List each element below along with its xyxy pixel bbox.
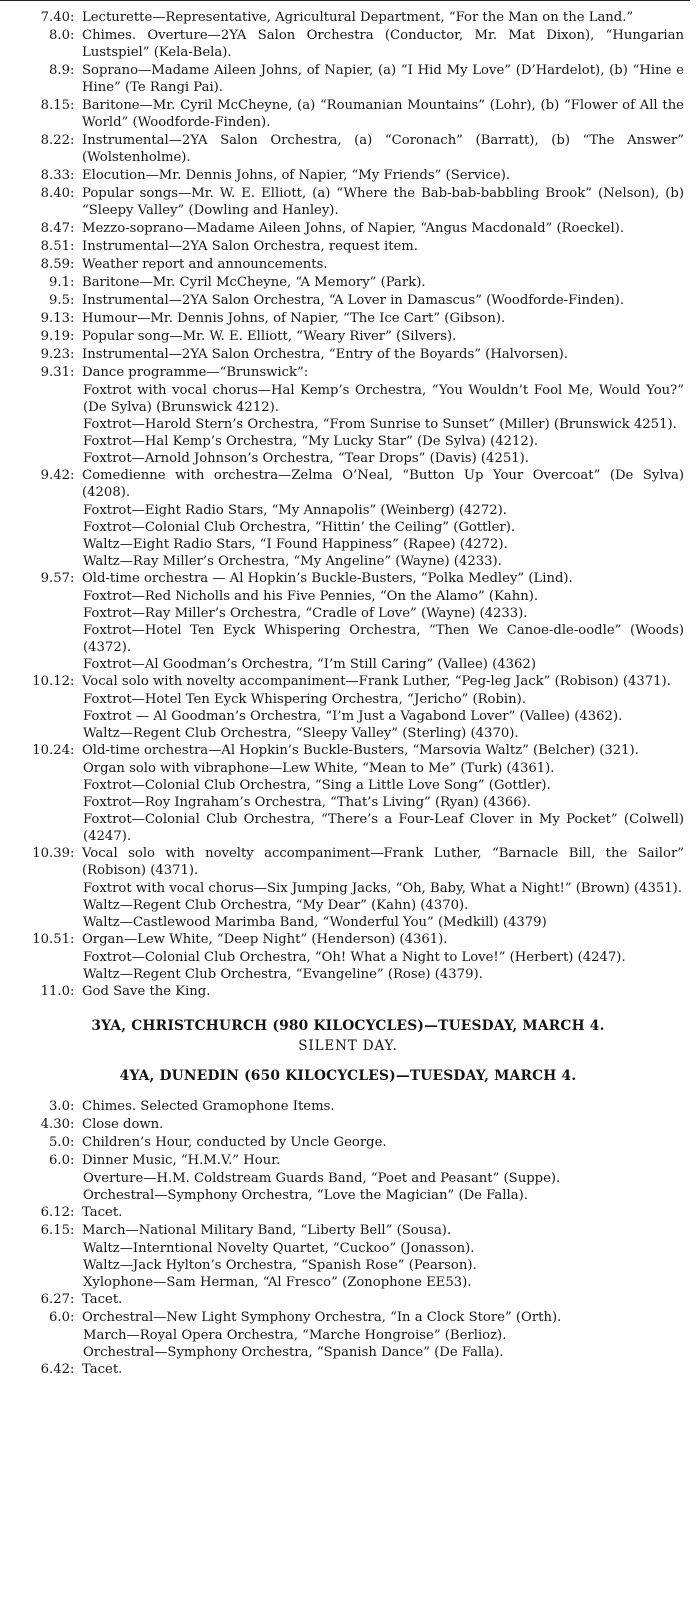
time-separator: : [70,1099,75,1114]
entry-time: 6.15 [40,1223,70,1238]
programme-subentry: Overture—H.M. Coldstream Guards Band, “Poet and Peasant” (Suppe). [83,1171,561,1186]
entry-text: Orchestral—New Light Symphony Orchestra, “In a Clock Store” (Orth). [82,1310,562,1325]
entry-text: Instrumental—2YA Salon Orchestra, (a) “Coronach” (Barratt), (b) “The Answer” (Wolstenholme). [82,133,684,165]
4ya-programme-list [8,1098,688,1378]
time-separator: : [70,365,75,380]
time-separator: : [70,984,75,999]
entry-time: 6.42 [40,1362,70,1377]
programme-subentry: Foxtrot—Harold Stern’s Orchestra, “From Sunrise to Sunset” (Miller) (Brunswick 4251). [83,417,677,432]
programme-subentry: Foxtrot—Al Goodman’s Orchestra, “I’m Still Caring” (Vallee) (4362) [83,657,536,672]
programme-subentry: Foxtrot—Hotel Ten Eyck Whispering Orchestra, “Then We Canoe-dle-oodle” (Woods) (4372). [83,623,684,655]
time-separator: : [70,1310,75,1325]
entry-time: 9.31 [40,365,70,380]
entry-time: 8.47 [40,221,70,236]
entry-time: 9.1 [49,275,70,290]
programme-subentry: Waltz—Castlewood Marimba Band, “Wonderful You” (Medkill) (4379) [83,915,547,930]
programme-entry [8,364,688,381]
programme-entry [8,346,688,363]
programme-entry [8,1152,688,1169]
programme-entry [8,310,688,327]
programme-entry [8,1134,688,1151]
4ya-heading: 4YA, DUNEDIN (650 KILOCYCLES)—TUESDAY, MARCH 4. [119,1068,577,1084]
entry-time: 9.19 [40,329,70,344]
entry-text: Instrumental—2YA Salon Orchestra, request item. [82,239,419,254]
entry-text: Popular songs—Mr. W. E. Elliott, (a) “Where the Bab-bab-babbling Brook” (Nelson), (b) “Sleepy Valley” (Dowling and Hanley). [82,186,684,218]
time-separator: : [70,1362,75,1377]
entry-text: Soprano—Madame Aileen Johns, of Napier, (a) “I Hid My Love” (D’Hardelot), (b) “Hine e Hine” (Te Rangi Pai). [82,63,684,95]
entry-time: 8.40 [40,186,70,201]
time-separator: : [70,347,75,362]
entry-text: Tacet. [82,1205,123,1220]
time-separator: : [70,329,75,344]
entry-text: Baritone—Mr. Cyril McCheyne, “A Memory” (Park). [82,275,426,290]
programme-subentry: Waltz—Jack Hylton’s Orchestra, “Spanish Rose” (Pearson). [83,1258,477,1273]
time-separator: : [70,275,75,290]
entry-time: 9.5 [49,293,70,308]
time-separator: : [70,10,75,25]
top-rule [0,0,690,2]
entry-text: Instrumental—2YA Salon Orchestra, “A Lover in Damascus” (Woodforde-Finden). [82,293,625,308]
programme-subentry: Foxtrot—Red Nicholls and his Five Pennies, “On the Alamo” (Kahn). [83,589,539,604]
entry-text: Humour—Mr. Dennis Johns, of Napier, “The Ice Cart” (Gibson). [82,311,506,326]
programme-subentry: Waltz—Regent Club Orchestra, “Sleepy Valley” (Sterling) (4370). [83,726,519,741]
time-separator: : [70,1223,75,1238]
entry-time: 8.15 [40,98,70,113]
programme-entry [8,931,688,948]
programme-entry [8,1222,688,1239]
entry-time: 8.9 [49,63,70,78]
entry-text: Close down. [82,1117,164,1132]
programme-subentry: Waltz—Interntional Novelty Quartet, “Cuckoo” (Jonasson). [83,1241,475,1256]
programme-subentry: Waltz—Ray Miller’s Orchestra, “My Angeline” (Wayne) (4233). [83,554,502,569]
programme-entry [8,9,688,26]
time-separator: : [70,932,75,947]
entry-text: Chimes. Overture—2YA Salon Orchestra (Conductor, Mr. Mat Dixon), “Hungarian Lustspiel” (Kela-Bela). [82,28,684,60]
entry-text: March—National Military Band, “Liberty Bell” (Sousa). [82,1223,452,1238]
programme-entry [8,167,688,184]
entry-time: 8.0 [49,28,70,43]
programme-subentry: March—Royal Opera Orchestra, “Marche Hongroise” (Berlioz). [83,1328,507,1343]
programme-entry [8,256,688,273]
time-separator: : [70,743,75,758]
time-separator: : [70,186,75,201]
programme-subentry: Foxtrot—Colonial Club Orchestra, “Sing a Little Love Song” (Gottler). [83,778,551,793]
entry-text: Vocal solo with novelty accompaniment—Frank Luther, “Peg-leg Jack” (Robison) (4371). [82,674,671,689]
time-separator: : [70,28,75,43]
programme-subentry: Foxtrot—Colonial Club Orchestra, “There’s a Four-Leaf Clover in My Pocket” (Colwell) (4247). [83,812,684,844]
time-separator: : [70,98,75,113]
entry-text: Vocal solo with novelty accompaniment—Frank Luther, “Barnacle Bill, the Sailor” (Robison) (4371). [82,846,684,878]
entry-text: Instrumental—2YA Salon Orchestra, “Entry of the Boyards” (Halvorsen). [82,347,568,362]
programme-subentry: Foxtrot—Colonial Club Orchestra, “Oh! What a Night to Love!” (Herbert) (4247). [83,950,626,965]
programme-entry [8,132,688,166]
entry-time: 9.23 [40,347,70,362]
entry-text: Dance programme—“Brunswick”: [82,365,309,380]
programme-entry [8,27,688,61]
entry-time: 6.0 [49,1310,70,1325]
programme-subentry: Foxtrot—Arnold Johnson’s Orchestra, “Tear Drops” (Davis) (4251). [83,451,529,466]
programme-subentry: Foxtrot—Colonial Club Orchestra, “Hittin’ the Ceiling” (Gottler). [83,520,516,535]
programme-subentry: Waltz—Regent Club Orchestra, “Evangeline” (Rose) (4379). [83,967,483,982]
programme-subentry: Foxtrot — Al Goodman’s Orchestra, “I’m Just a Vagabond Lover” (Vallee) (4362). [83,709,623,724]
entry-time: 3.0 [49,1099,70,1114]
entry-time: 9.57 [40,571,70,586]
entry-text: Tacet. [82,1362,123,1377]
programme-entry [8,1116,688,1133]
entry-time: 6.27 [40,1292,70,1307]
entry-time: 6.12 [40,1205,70,1220]
programme-subentry: Organ solo with vibraphone—Lew White, “Mean to Me” (Turk) (4361). [83,761,555,776]
entry-time: 11.0 [40,984,70,999]
entry-time: 10.24 [32,743,70,758]
programme-subentry: Foxtrot—Ray Miller’s Orchestra, “Cradle of Love” (Wayne) (4233). [83,606,528,621]
entry-text: Lecturette—Representative, Agricultural Department, “For the Man on the Land.” [82,10,634,25]
entry-time: 8.59 [40,257,70,272]
programme-entry [8,467,688,501]
programme-entry [8,845,688,879]
entry-time: 8.51 [40,239,70,254]
entry-text: Old-time orchestra — Al Hopkin’s Buckle-Busters, “Polka Medley” (Lind). [82,571,573,586]
programme-entry [8,238,688,255]
entry-text: Children’s Hour, conducted by Uncle George. [82,1135,387,1150]
entry-time: 8.22 [40,133,70,148]
entry-text: God Save the King. [82,984,211,999]
entry-text: Old-time orchestra—Al Hopkin’s Buckle-Busters, “Marsovia Waltz” (Belcher) (321). [82,743,639,758]
programme-entry [8,274,688,291]
entry-time: 9.42 [40,468,70,483]
entry-text: Popular song—Mr. W. E. Elliott, “Weary River” (Silvers). [82,329,457,344]
programme-subentry: Orchestral—Symphony Orchestra, “Spanish Dance” (De Falla). [83,1345,504,1360]
entry-time: 4.30 [40,1117,70,1132]
programme-page [8,9,688,1379]
entry-time: 6.0 [49,1153,70,1168]
time-separator: : [70,293,75,308]
entry-time: 8.33 [40,168,70,183]
time-separator: : [70,257,75,272]
time-separator: : [70,311,75,326]
time-separator: : [70,846,75,861]
programme-entry [8,292,688,309]
entry-time: 10.51 [32,932,70,947]
time-separator: : [70,239,75,254]
programme-entry [8,62,688,96]
entry-text: Elocution—Mr. Dennis Johns, of Napier, “My Friends” (Service). [82,168,511,183]
entry-text: Mezzo-soprano—Madame Aileen Johns, of Napier, “Angus Macdonald” (Roeckel). [82,221,625,236]
entry-time: 7.40 [40,10,70,25]
programme-entry [8,742,688,759]
programme-entry [8,1361,688,1378]
entry-time: 10.12 [32,674,70,689]
time-separator: : [70,1117,75,1132]
time-separator: : [70,133,75,148]
programme-entry [8,1204,688,1221]
programme-entry [8,97,688,131]
programme-subentry: Foxtrot—Eight Radio Stars, “My Annapolis” (Weinberg) (4272). [83,503,507,518]
time-separator: : [70,1205,75,1220]
programme-entry [8,1291,688,1308]
programme-subentry: Waltz—Regent Club Orchestra, “My Dear” (Kahn) (4370). [83,898,469,913]
programme-entry [8,220,688,237]
time-separator: : [70,468,75,483]
entry-text: Baritone—Mr. Cyril McCheyne, (a) “Roumanian Mountains” (Lohr), (b) “Flower of All the World” (Woodforde-Finden). [82,98,684,130]
time-separator: : [70,1292,75,1307]
programme-subentry: Foxtrot with vocal chorus—Six Jumping Jacks, “Oh, Baby, What a Night!” (Brown) (4351). [83,881,683,896]
entry-time: 5.0 [49,1135,70,1150]
3ya-subheading: SILENT DAY. [298,1038,398,1054]
programme-subentry: Foxtrot—Roy Ingraham’s Orchestra, “That’s Living” (Ryan) (4366). [83,795,531,810]
programme-entry [8,673,688,690]
entry-text: Weather report and announcements. [82,257,328,272]
programme-entry [8,185,688,219]
programme-entry [8,1098,688,1115]
time-separator: : [70,63,75,78]
programme-entry [8,328,688,345]
entry-text: Tacet. [82,1292,123,1307]
programme-subentry: Waltz—Eight Radio Stars, “I Found Happiness” (Rapee) (4272). [83,537,508,552]
programme-subentry: Foxtrot with vocal chorus—Hal Kemp’s Orchestra, “You Wouldn’t Fool Me, Would You?” (De Sylva) (Brunswick 4212). [83,383,684,415]
3ya-heading: 3YA, CHRISTCHURCH (980 KILOCYCLES)—TUESDAY, MARCH 4. [91,1018,605,1034]
entry-text: Organ—Lew White, “Deep Night” (Henderson) (4361). [82,932,448,947]
entry-time: 9.13 [40,311,70,326]
time-separator: : [70,1153,75,1168]
programme-subentry: Foxtrot—Hotel Ten Eyck Whispering Orchestra, “Jericho” (Robin). [83,692,526,707]
time-separator: : [70,571,75,586]
entry-time: 10.39 [32,846,70,861]
programme-entry [8,1309,688,1326]
programme-subentry: Xylophone—Sam Herman, “Al Fresco” (Zonophone EE53). [83,1275,472,1290]
time-separator: : [70,674,75,689]
entry-text: Comedienne with orchestra—Zelma O’Neal, “Button Up Your Overcoat” (De Sylva) (4208). [82,468,684,500]
2ya-programme-list [8,9,688,1000]
entry-text: Chimes. Selected Gramophone Items. [82,1099,335,1114]
time-separator: : [70,221,75,236]
programme-subentry: Orchestral—Symphony Orchestra, “Love the Magician” (De Falla). [83,1188,528,1203]
programme-entry [8,983,688,1000]
entry-text: Dinner Music, “H.M.V.” Hour. [82,1153,281,1168]
programme-entry [8,570,688,587]
time-separator: : [70,168,75,183]
time-separator: : [70,1135,75,1150]
programme-subentry: Foxtrot—Hal Kemp’s Orchestra, “My Lucky Star” (De Sylva) (4212). [83,434,539,449]
